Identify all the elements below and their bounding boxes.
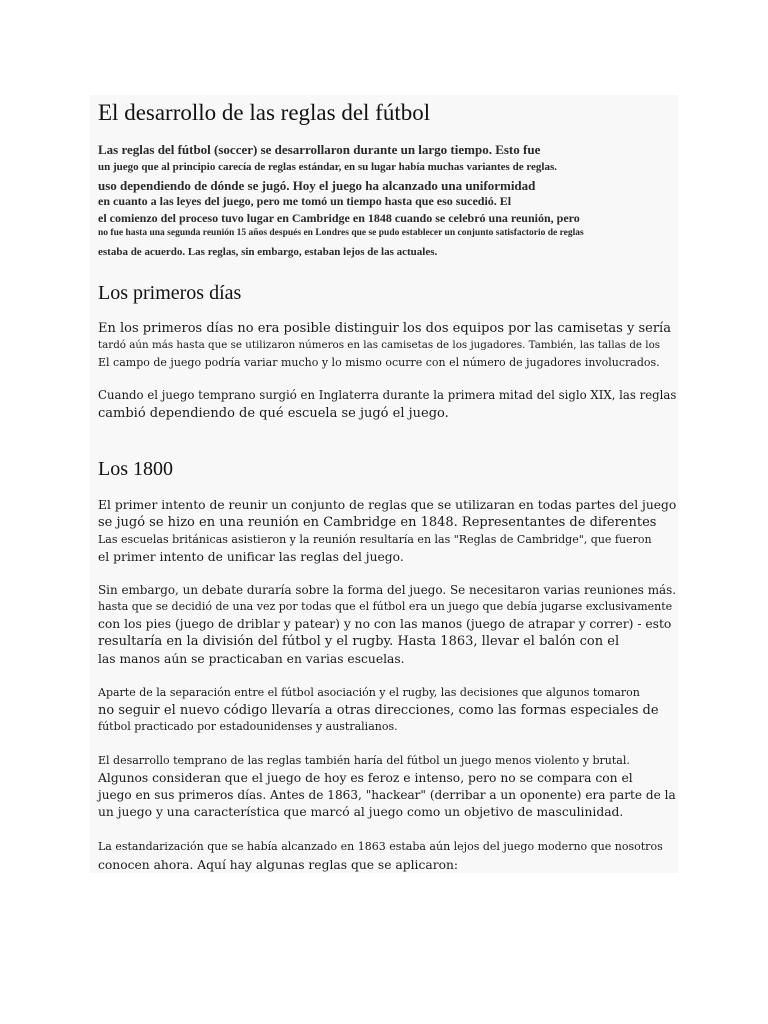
paragraph-line: fútbol practicado por estadounidenses y australianos. xyxy=(98,720,398,733)
paragraph-line: hasta que se decidió de una vez por todas que el fútbol era un juego que debía jugarse exclusivamente xyxy=(98,600,673,613)
intro-line: en cuanto a las leyes del juego, pero me tomó un tiempo hasta que eso sucedió. El xyxy=(98,194,512,208)
intro-line: un juego que al principio carecía de reglas estándar, en su lugar había muchas variantes de reglas. xyxy=(98,161,557,173)
paragraph-line: el primer intento de unificar las reglas del juego. xyxy=(98,550,404,564)
intro-line: uso dependiendo de dónde se jugó. Hoy el juego ha alcanzado una uniformidad xyxy=(98,178,536,193)
section-heading: Los primeros días xyxy=(98,282,242,304)
paragraph-line: conocen ahora. Aquí hay algunas reglas que se aplicaron: xyxy=(98,858,459,872)
paragraph-line: se jugó se hizo en una reunión en Cambridge en 1848. Representantes de diferentes xyxy=(98,515,657,530)
paragraph-line: Cuando el juego temprano surgió en Inglaterra durante la primera mitad del siglo XIX, las reglas xyxy=(98,388,677,402)
intro-line: no fue hasta una segunda reunión 15 años después en Londres que se pudo establecer un conjunto satisfactorio de reglas xyxy=(98,228,584,238)
paragraph-line: Algunos consideran que el juego de hoy es feroz e intenso, pero no se compara con el xyxy=(98,771,633,785)
intro-line: estaba de acuerdo. Las reglas, sin embargo, estaban lejos de las actuales. xyxy=(98,246,438,258)
paragraph-line: El desarrollo temprano de las reglas también haría del fútbol un juego menos violento y brutal. xyxy=(98,754,630,767)
section-heading: Los 1800 xyxy=(98,458,173,480)
paragraph-line: Aparte de la separación entre el fútbol asociación y el rugby, las decisiones que algunos tomaron xyxy=(98,686,640,699)
paragraph-line: Sin embargo, un debate duraría sobre la forma del juego. Se necesitaron varias reuniones más. xyxy=(98,583,677,597)
paragraph-line: juego en sus primeros días. Antes de 1863, "hackear" (derribar a un oponente) era parte de la xyxy=(98,788,676,802)
intro-line: Las reglas del fútbol (soccer) se desarrollaron durante un largo tiempo. Esto fue xyxy=(98,142,541,157)
document-title: El desarrollo de las reglas del fútbol xyxy=(98,100,431,125)
paragraph-line: Las escuelas británicas asistieron y la reunión resultaría en las "Reglas de Cambridge", que fueron xyxy=(98,533,652,546)
paragraph-line: no seguir el nuevo código llevaría a otras direcciones, como las formas especiales de xyxy=(98,703,659,718)
paragraph-line: cambió dependiendo de qué escuela se jugó el juego. xyxy=(98,406,449,421)
intro-line: el comienzo del proceso tuvo lugar en Cambridge en 1848 cuando se celebró una reunión, pero xyxy=(98,211,580,225)
paragraph-line: las manos aún se practicaban en varias escuelas. xyxy=(98,652,405,666)
paragraph-line: con los pies (juego de driblar y patear) y no con las manos (juego de atrapar y correr) - esto xyxy=(98,617,672,631)
paragraph-line: La estandarización que se había alcanzado en 1863 estaba aún lejos del juego moderno que nosotros xyxy=(98,840,663,853)
paragraph-line: El campo de juego podría variar mucho y lo mismo ocurre con el número de jugadores involucrados. xyxy=(98,356,660,369)
paragraph-line: tardó aún más hasta que se utilizaron números en las camisetas de los jugadores. También, las tallas de los xyxy=(98,339,661,351)
paragraph-line: un juego y una característica que marcó al juego como un objetivo de masculinidad. xyxy=(98,805,624,819)
paragraph-line: El primer intento de reunir un conjunto de reglas que se utilizaran en todas partes del juego xyxy=(98,498,677,512)
paragraph-line: resultaría en la división del fútbol y el rugby. Hasta 1863, llevar el balón con el xyxy=(98,634,620,649)
paragraph-line: En los primeros días no era posible distinguir los dos equipos por las camisetas y sería xyxy=(98,321,671,336)
document-page xyxy=(90,95,678,873)
